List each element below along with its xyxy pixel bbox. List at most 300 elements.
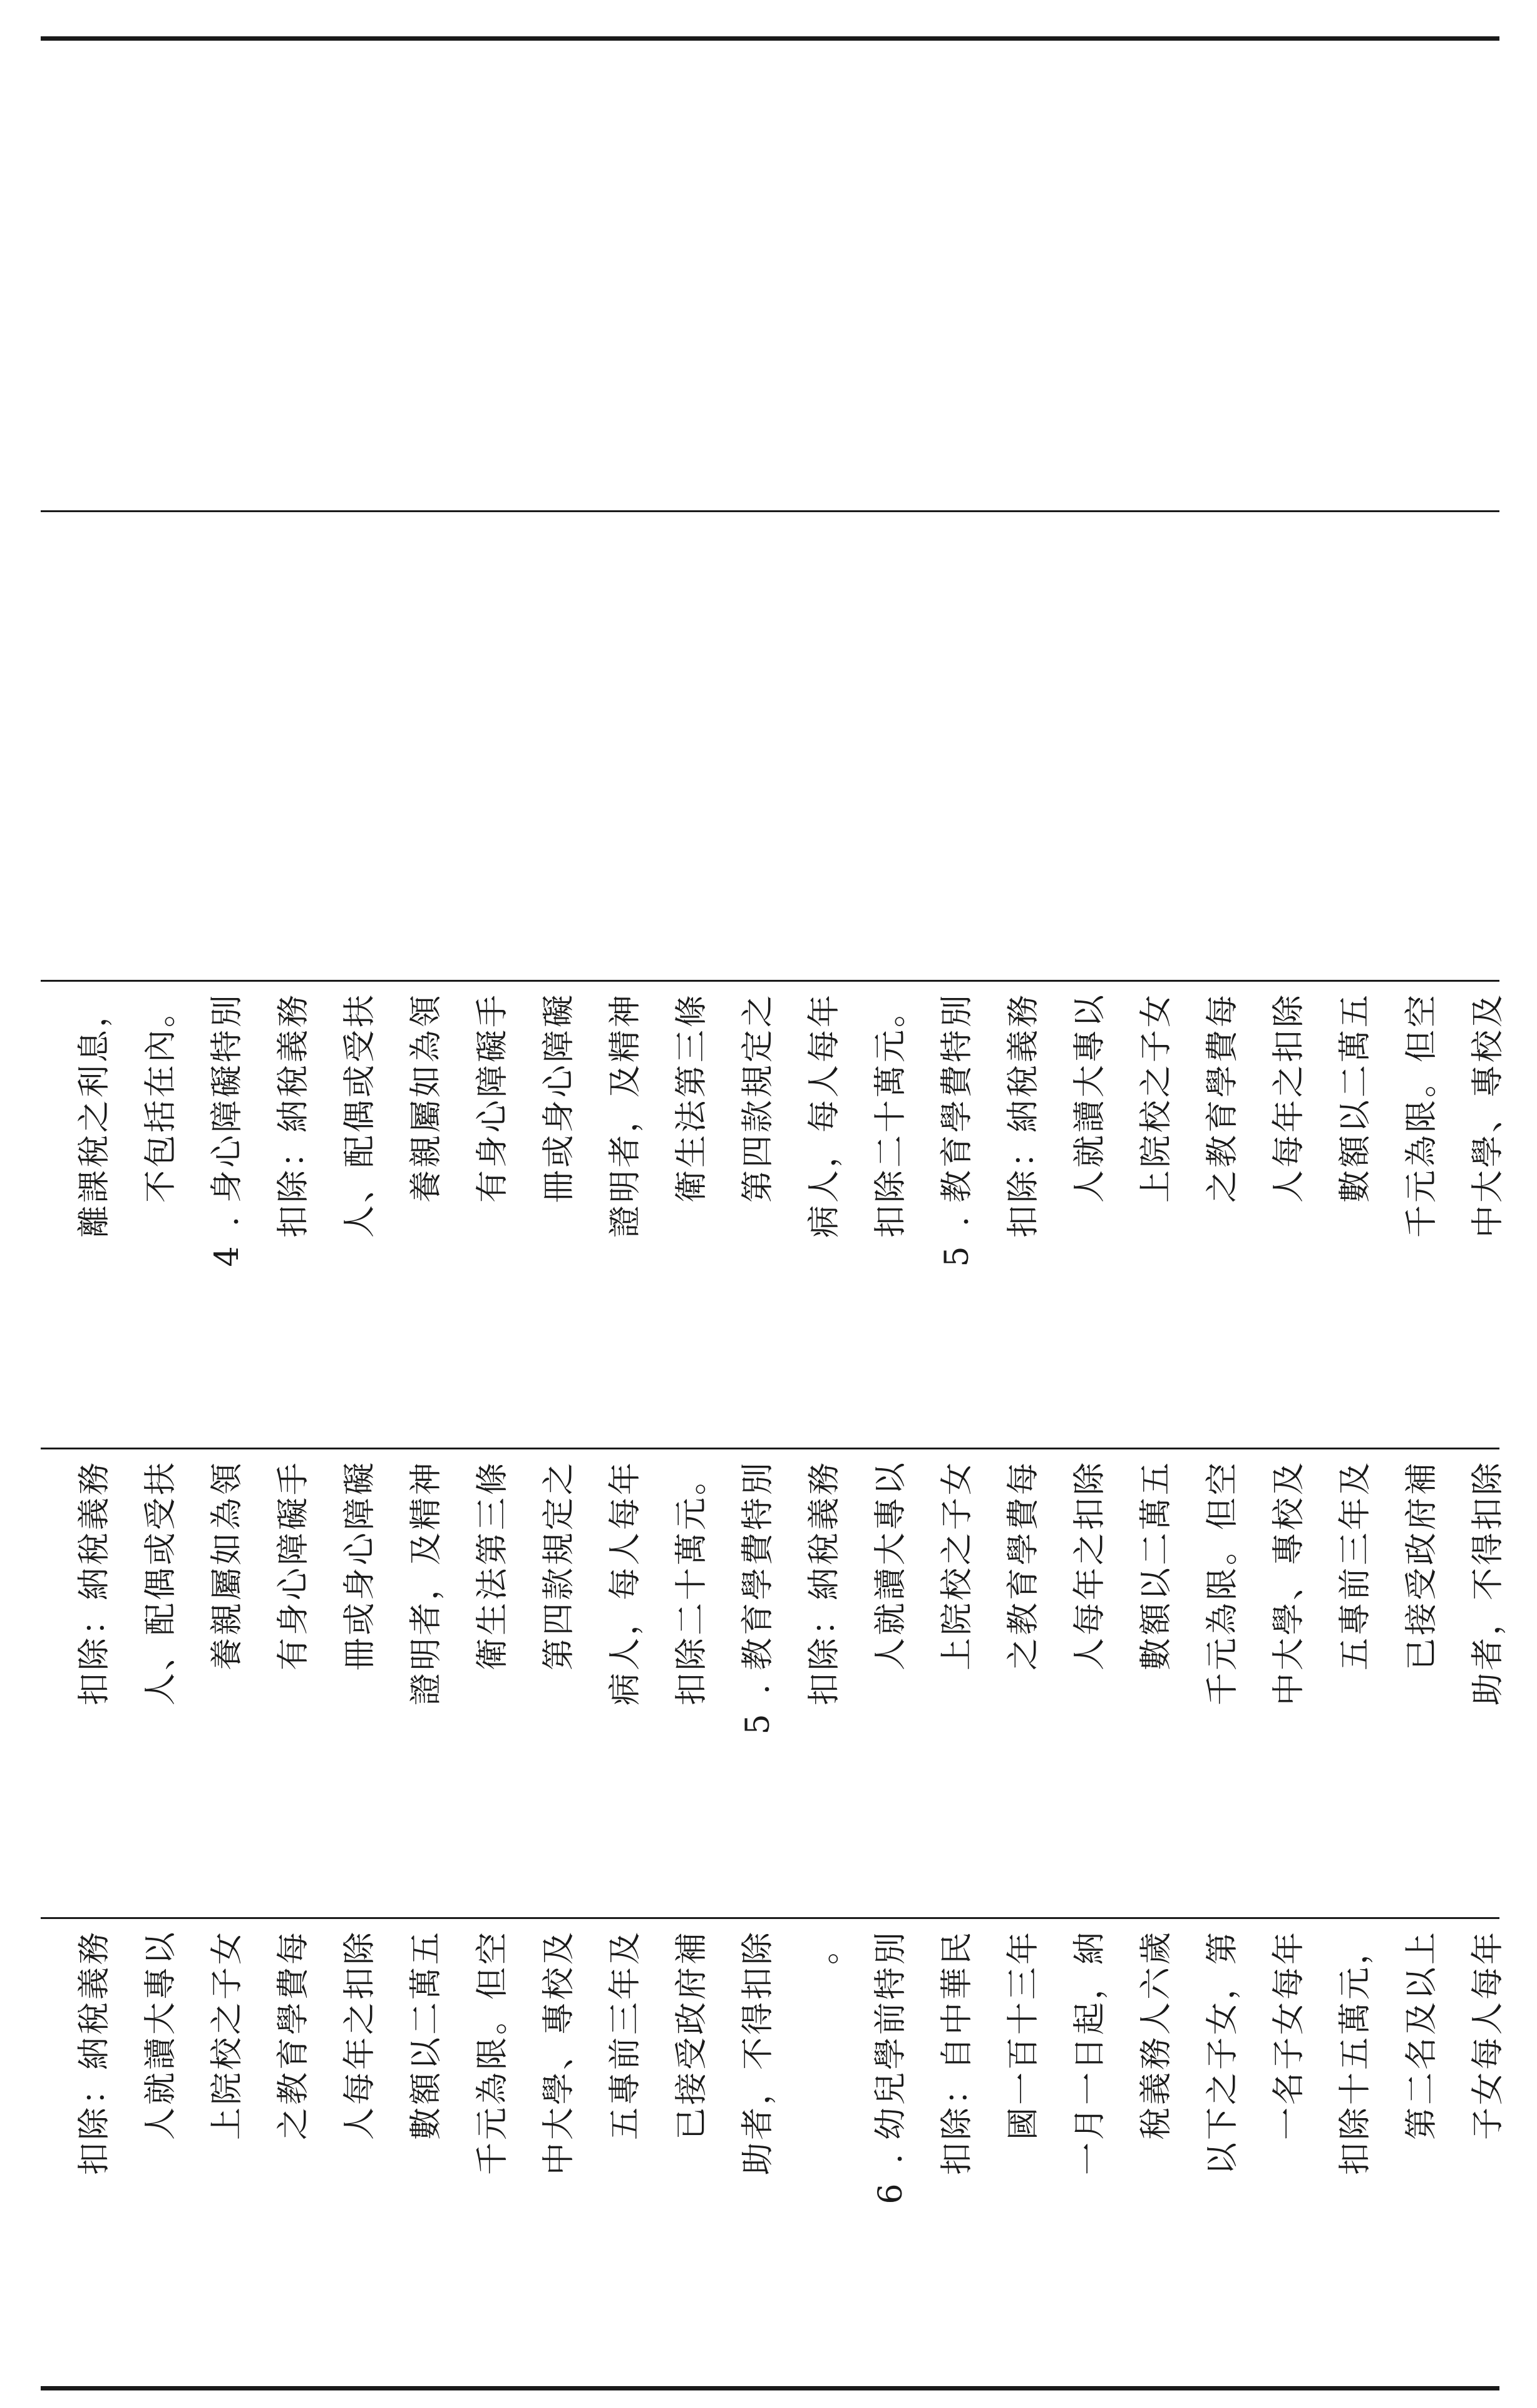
- text-glyph: 以: [408, 2037, 445, 2071]
- text-glyph: 年: [1469, 1932, 1507, 1965]
- text-glyph: 五: [1138, 1463, 1175, 1496]
- text-glyph: 費: [938, 1065, 976, 1098]
- text-glyph: 民: [938, 1932, 976, 1965]
- text-glyph: 子: [1270, 2037, 1308, 2071]
- text-glyph: 及: [1270, 1463, 1308, 1496]
- text-glyph: 者: [1469, 1638, 1507, 1671]
- text-glyph: 生: [673, 1135, 711, 1168]
- text-glyph: 定: [739, 1030, 777, 1063]
- text-glyph: 讀: [872, 1568, 910, 1601]
- separator-rule: [41, 1448, 1499, 1449]
- text-glyph: 女: [1469, 2072, 1507, 2106]
- text-glyph: 6: [872, 2183, 910, 2205]
- text-glyph: 每: [806, 1100, 843, 1133]
- text-glyph: 心: [275, 1568, 312, 1601]
- text-glyph: 每: [275, 1932, 312, 1965]
- text-glyph: 規: [540, 1533, 578, 1566]
- text-glyph: ：: [938, 2072, 976, 2106]
- text-glyph: .: [739, 1684, 777, 1695]
- text-column: [269, 1931, 318, 2141]
- text-glyph: 一: [1071, 2072, 1109, 2106]
- text-column: [1331, 1461, 1380, 1672]
- text-glyph: 千: [1204, 1673, 1241, 1706]
- text-glyph: 4: [208, 1246, 246, 1267]
- text-glyph: 務: [1138, 2037, 1175, 2071]
- text-glyph: 手: [474, 995, 511, 1028]
- text-glyph: 扣: [1270, 1030, 1308, 1063]
- text-glyph: 中: [540, 2143, 578, 2176]
- text-glyph: 二: [1138, 1533, 1175, 1566]
- text-column: [933, 1931, 982, 2176]
- text-glyph: 政: [673, 2002, 711, 2035]
- text-glyph: 十: [673, 1568, 711, 1601]
- text-glyph: 為: [1204, 1603, 1241, 1636]
- text-glyph: 者: [739, 2107, 777, 2141]
- text-glyph: 專: [607, 2072, 644, 2106]
- text-glyph: 二: [872, 1135, 910, 1168]
- text-glyph: 女: [1270, 2002, 1308, 2035]
- text-glyph: 生: [474, 1603, 511, 1636]
- separator-rule: [41, 980, 1499, 982]
- text-glyph: 育: [1005, 1568, 1042, 1601]
- text-glyph: 年: [806, 995, 843, 1028]
- text-column: [1265, 1461, 1313, 1707]
- text-glyph: 院: [208, 2072, 246, 2106]
- text-glyph: 三: [474, 1498, 511, 1531]
- text-column: [468, 994, 517, 1204]
- text-glyph: 義: [76, 1498, 113, 1531]
- text-glyph: 款: [540, 1568, 578, 1601]
- text-glyph: 女: [1204, 2002, 1241, 2035]
- text-glyph: 義: [1005, 1030, 1042, 1063]
- text-glyph: 學: [739, 1568, 777, 1601]
- text-glyph: 身: [540, 1100, 578, 1133]
- text-column: [1132, 994, 1181, 1204]
- text-glyph: 神: [408, 1463, 445, 1496]
- text-glyph: 讀: [1071, 1100, 1109, 1133]
- text-glyph: 身: [275, 1603, 312, 1636]
- text-glyph: 專: [1337, 1603, 1374, 1636]
- text-glyph: 教: [1005, 1603, 1042, 1636]
- text-glyph: 育: [1204, 1100, 1241, 1133]
- text-column: [402, 1931, 451, 2141]
- text-glyph: 5: [938, 1246, 976, 1267]
- text-glyph: 千: [1403, 1205, 1441, 1238]
- text-glyph: 之: [1270, 1065, 1308, 1098]
- text-column: [70, 1931, 119, 2176]
- text-glyph: 人: [341, 2107, 379, 2141]
- text-glyph: 及: [1337, 1463, 1374, 1496]
- text-column: [667, 1931, 716, 2141]
- text-glyph: 千: [474, 2143, 511, 2176]
- text-glyph: 費: [275, 1967, 312, 2000]
- text-glyph: 元: [1337, 1967, 1374, 2000]
- text-glyph: 費: [739, 1533, 777, 1566]
- text-glyph: 專: [540, 2002, 578, 2035]
- text-column: [336, 1461, 384, 1672]
- text-glyph: 受: [673, 2037, 711, 2071]
- text-glyph: 之: [1138, 1065, 1175, 1098]
- text-glyph: 息: [76, 1030, 113, 1063]
- text-glyph: 得: [1469, 1533, 1507, 1566]
- text-glyph: 明: [408, 1638, 445, 1671]
- text-glyph: 有: [275, 1638, 312, 1671]
- text-glyph: 育: [739, 1603, 777, 1636]
- text-glyph: 手: [275, 1463, 312, 1496]
- text-glyph: 育: [275, 2037, 312, 2071]
- text-glyph: 萬: [1337, 2002, 1374, 2035]
- text-glyph: 學: [1469, 1135, 1507, 1168]
- text-glyph: 扣: [275, 1205, 312, 1238]
- text-column: [1331, 1931, 1380, 2176]
- text-glyph: 上: [1138, 1170, 1175, 1203]
- text-glyph: 親: [208, 1603, 246, 1636]
- text-glyph: 納: [1071, 1932, 1109, 1965]
- text-glyph: 校: [540, 1967, 578, 2000]
- text-glyph: 除: [341, 1932, 379, 1965]
- text-glyph: 人: [1071, 1638, 1109, 1671]
- text-glyph: 以: [1403, 1967, 1441, 2000]
- text-glyph: 者: [408, 1603, 445, 1636]
- text-glyph: 扣: [1071, 1498, 1109, 1531]
- text-glyph: 或: [142, 1533, 180, 1566]
- text-column: [468, 1461, 517, 1672]
- text-glyph: 第: [540, 1638, 578, 1671]
- text-glyph: 女: [938, 1463, 976, 1496]
- text-glyph: 得: [739, 2002, 777, 2035]
- text-glyph: 以: [872, 1463, 910, 1496]
- text-glyph: 五: [408, 1932, 445, 1965]
- text-glyph: ：: [76, 1603, 113, 1636]
- text-glyph: 上: [1403, 1932, 1441, 1965]
- text-glyph: 十: [872, 1100, 910, 1133]
- text-glyph: 養: [408, 1170, 445, 1203]
- text-glyph: 年: [607, 1967, 644, 2000]
- separator-rule: [41, 1917, 1499, 1919]
- text-glyph: 第: [1403, 2107, 1441, 2141]
- text-glyph: .: [872, 2153, 910, 2164]
- text-glyph: 扣: [1337, 2143, 1374, 2176]
- text-column: [999, 1461, 1048, 1672]
- text-glyph: 名: [1270, 2072, 1308, 2106]
- text-glyph: 病: [806, 1205, 843, 1238]
- text-glyph: 額: [1337, 1135, 1374, 1168]
- text-glyph: ，: [806, 1135, 843, 1168]
- text-glyph: .: [208, 1216, 246, 1227]
- text-column: [1397, 1931, 1446, 2141]
- text-glyph: ：: [1005, 1135, 1042, 1168]
- text-glyph: 二: [673, 1603, 711, 1636]
- text-glyph: 年: [1337, 1498, 1374, 1531]
- text-glyph: 為: [474, 2072, 511, 2106]
- text-column: [734, 1931, 783, 2176]
- text-glyph: 及: [607, 1065, 644, 1098]
- text-glyph: 、: [1270, 1568, 1308, 1601]
- text-glyph: 人: [142, 2107, 180, 2141]
- text-column: [734, 994, 783, 1204]
- text-glyph: 以: [1071, 995, 1109, 1028]
- text-glyph: 稅: [1138, 2107, 1175, 2141]
- text-glyph: 衛: [673, 1170, 711, 1203]
- text-column: [933, 994, 982, 1274]
- text-glyph: 年: [341, 2037, 379, 2071]
- text-glyph: 5: [739, 1714, 777, 1735]
- text-column: [866, 994, 915, 1239]
- text-glyph: 數: [408, 2107, 445, 2141]
- text-glyph: 校: [938, 1568, 976, 1601]
- text-glyph: 大: [1270, 1638, 1308, 1671]
- text-glyph: 以: [1337, 1100, 1374, 1133]
- text-column: [800, 1461, 849, 1707]
- text-glyph: 在: [142, 1065, 180, 1098]
- text-glyph: 障: [540, 1030, 578, 1063]
- text-glyph: ：: [806, 1603, 843, 1636]
- text-glyph: 但: [474, 1967, 511, 2000]
- text-glyph: 稅: [806, 1533, 843, 1566]
- text-glyph: 三: [1337, 1533, 1374, 1566]
- text-glyph: 每: [806, 1030, 843, 1063]
- text-glyph: 三: [607, 2002, 644, 2035]
- text-column: [667, 1461, 716, 1707]
- separator-rule: [41, 510, 1499, 512]
- text-column: [1132, 1931, 1181, 2141]
- text-glyph: 扣: [739, 1967, 777, 2000]
- text-glyph: 萬: [1138, 1498, 1175, 1531]
- text-glyph: 元: [673, 1498, 711, 1531]
- text-glyph: 限: [474, 2037, 511, 2071]
- text-glyph: 學: [1005, 1533, 1042, 1566]
- text-glyph: 礙: [341, 1463, 379, 1496]
- text-glyph: 六: [1138, 1967, 1175, 2000]
- text-glyph: 年: [1005, 1932, 1042, 1965]
- text-glyph: 人: [1071, 1170, 1109, 1203]
- text-glyph: 冊: [341, 1638, 379, 1671]
- text-glyph: 府: [673, 1967, 711, 2000]
- text-column: [269, 994, 318, 1239]
- text-column: [999, 1931, 1048, 2141]
- text-glyph: 前: [1337, 1568, 1374, 1601]
- text-glyph: 冊: [540, 1170, 578, 1203]
- text-glyph: 除: [673, 1638, 711, 1671]
- text-column: [734, 1461, 783, 1742]
- text-glyph: 精: [408, 1498, 445, 1531]
- text-glyph: 專: [1071, 1030, 1109, 1063]
- text-glyph: 務: [806, 1463, 843, 1496]
- text-glyph: 或: [341, 1603, 379, 1636]
- text-glyph: ：: [76, 2072, 113, 2106]
- text-glyph: 之: [540, 1463, 578, 1496]
- text-glyph: 受: [1403, 1568, 1441, 1601]
- text-glyph: 明: [607, 1170, 644, 1203]
- text-glyph: 專: [1469, 1065, 1507, 1098]
- text-glyph: 內: [142, 1030, 180, 1063]
- text-glyph: 礙: [540, 995, 578, 1028]
- text-glyph: 人: [1469, 2002, 1507, 2035]
- text-glyph: ，: [739, 2072, 777, 2106]
- text-column: [1198, 994, 1247, 1204]
- text-glyph: 。: [474, 2002, 511, 2035]
- text-glyph: 扣: [673, 1673, 711, 1706]
- text-glyph: 身: [474, 1135, 511, 1168]
- text-glyph: 。: [806, 1932, 843, 1965]
- text-glyph: 不: [739, 2037, 777, 2071]
- text-glyph: 元: [474, 2107, 511, 2141]
- text-glyph: 義: [76, 1967, 113, 2000]
- text-glyph: 及: [408, 1533, 445, 1566]
- text-glyph: 子: [938, 1498, 976, 1531]
- text-glyph: 神: [607, 995, 644, 1028]
- text-glyph: ，: [607, 1603, 644, 1636]
- text-glyph: 限: [1204, 1568, 1241, 1601]
- text-glyph: 扣: [806, 1673, 843, 1706]
- text-glyph: 有: [474, 1170, 511, 1203]
- text-column: [1331, 994, 1380, 1204]
- text-column: [933, 1461, 982, 1672]
- text-glyph: 空: [1403, 995, 1441, 1028]
- text-glyph: 扣: [872, 1205, 910, 1238]
- text-glyph: 二: [1403, 2072, 1441, 2106]
- text-column: [402, 994, 451, 1204]
- text-glyph: 屬: [208, 1568, 246, 1601]
- text-glyph: ，: [408, 1568, 445, 1601]
- text-glyph: 子: [1138, 1030, 1175, 1063]
- text-glyph: 接: [1403, 1603, 1441, 1636]
- text-glyph: 教: [275, 2072, 312, 2106]
- text-column: [1464, 1931, 1513, 2141]
- text-glyph: 華: [938, 1967, 976, 2000]
- text-glyph: 第: [739, 1170, 777, 1203]
- text-glyph: 括: [142, 1100, 180, 1133]
- text-glyph: 稅: [275, 1065, 312, 1098]
- text-glyph: 年: [1071, 1568, 1109, 1601]
- text-glyph: 空: [1204, 1463, 1241, 1496]
- text-glyph: 人: [872, 1638, 910, 1671]
- text-column: [800, 1931, 849, 1966]
- text-glyph: 之: [739, 995, 777, 1028]
- text-glyph: 之: [341, 2002, 379, 2035]
- text-glyph: 子: [1204, 2037, 1241, 2071]
- text-glyph: 之: [1005, 1638, 1042, 1671]
- text-glyph: 就: [142, 2072, 180, 2106]
- text-glyph: 特: [938, 1030, 976, 1063]
- text-glyph: 五: [1337, 995, 1374, 1028]
- text-glyph: 、: [341, 1170, 379, 1203]
- text-glyph: ，: [1337, 1932, 1374, 1965]
- text-glyph: 除: [1005, 1170, 1042, 1203]
- text-glyph: 上: [938, 1638, 976, 1671]
- text-glyph: 人: [142, 1673, 180, 1706]
- text-column: [468, 1931, 517, 2176]
- text-glyph: 、: [142, 1638, 180, 1671]
- text-column: [70, 994, 119, 1239]
- text-glyph: 養: [208, 1638, 246, 1671]
- text-glyph: 以: [1204, 2143, 1241, 2176]
- text-glyph: 人: [607, 1533, 644, 1566]
- text-column: [601, 994, 650, 1239]
- text-glyph: 及: [607, 1932, 644, 1965]
- text-glyph: 務: [1005, 995, 1042, 1028]
- text-glyph: 扣: [341, 1967, 379, 2000]
- text-glyph: 學: [872, 2037, 910, 2071]
- text-glyph: 者: [607, 1135, 644, 1168]
- text-glyph: 每: [1270, 1135, 1308, 1168]
- text-glyph: 已: [1403, 1638, 1441, 1671]
- text-glyph: 大: [1071, 1065, 1109, 1098]
- text-glyph: 名: [1403, 2037, 1441, 2071]
- text-glyph: 育: [938, 1135, 976, 1168]
- text-glyph: 元: [872, 1030, 910, 1063]
- text-glyph: 親: [408, 1135, 445, 1168]
- text-glyph: 政: [1403, 1533, 1441, 1566]
- text-glyph: 人: [341, 1205, 379, 1238]
- text-glyph: 專: [1270, 1533, 1308, 1566]
- text-glyph: 除: [806, 1638, 843, 1671]
- text-glyph: 專: [142, 1967, 180, 2000]
- text-glyph: 稅: [1005, 1065, 1042, 1098]
- text-glyph: 特: [208, 1030, 246, 1063]
- text-glyph: 十: [1005, 2002, 1042, 2035]
- text-glyph: 領: [208, 1463, 246, 1496]
- text-glyph: 除: [76, 1638, 113, 1671]
- text-glyph: 人: [806, 1065, 843, 1098]
- text-glyph: 人: [607, 1638, 644, 1671]
- text-glyph: 以: [142, 1932, 180, 1965]
- text-glyph: 不: [142, 1170, 180, 1203]
- text-glyph: 別: [938, 995, 976, 1028]
- text-glyph: ：: [275, 1135, 312, 1168]
- text-glyph: .: [938, 1216, 976, 1227]
- text-glyph: 人: [1270, 1170, 1308, 1203]
- text-glyph: 大: [1469, 1170, 1507, 1203]
- text-glyph: 病: [607, 1673, 644, 1706]
- text-column: [667, 994, 716, 1204]
- text-column: [269, 1461, 318, 1672]
- text-glyph: 為: [408, 1030, 445, 1063]
- text-glyph: 障: [275, 1533, 312, 1566]
- text-column: [1066, 994, 1114, 1204]
- text-glyph: 課: [76, 1170, 113, 1203]
- text-glyph: 之: [1204, 1170, 1241, 1203]
- text-glyph: 二: [1337, 1065, 1374, 1098]
- text-glyph: 每: [1270, 1967, 1308, 2000]
- text-glyph: 五: [1337, 1638, 1374, 1671]
- text-column: [1198, 1931, 1247, 2176]
- text-glyph: 自: [938, 2037, 976, 2071]
- text-glyph: 五: [1337, 2037, 1374, 2071]
- text-glyph: 扣: [1005, 1205, 1042, 1238]
- text-glyph: 助: [739, 2143, 777, 2176]
- text-glyph: 。: [142, 995, 180, 1028]
- text-glyph: 四: [540, 1603, 578, 1636]
- text-glyph: 偶: [142, 1568, 180, 1601]
- text-glyph: 除: [76, 2107, 113, 2141]
- text-glyph: 之: [275, 2107, 312, 2141]
- text-glyph: 務: [275, 995, 312, 1028]
- text-glyph: 三: [673, 1030, 711, 1063]
- text-glyph: 萬: [673, 1533, 711, 1566]
- text-glyph: 校: [1270, 1498, 1308, 1531]
- text-glyph: ，: [1071, 1967, 1109, 2000]
- text-glyph: 國: [1005, 2107, 1042, 2141]
- text-glyph: 人: [1138, 2002, 1175, 2035]
- text-glyph: 一: [1071, 2143, 1109, 2176]
- text-glyph: 配: [142, 1603, 180, 1636]
- text-glyph: 前: [607, 2037, 644, 2071]
- text-column: [1132, 1461, 1181, 1672]
- text-column: [601, 1931, 650, 2141]
- text-glyph: 日: [1071, 2037, 1109, 2071]
- text-glyph: 教: [1204, 1135, 1241, 1168]
